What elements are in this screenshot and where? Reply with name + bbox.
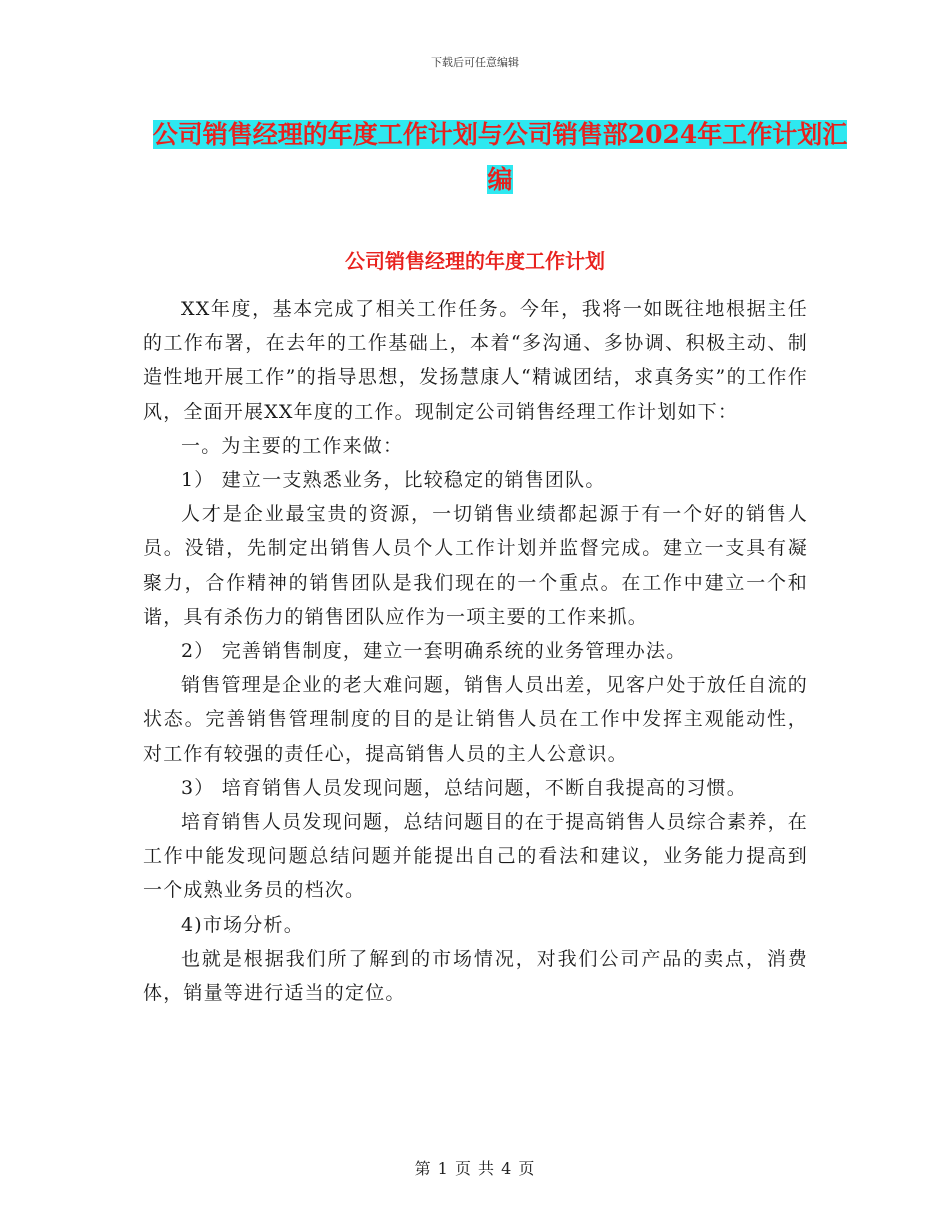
paragraph: 3） 培育销售人员发现问题，总结问题，不断自我提高的习惯。 bbox=[181, 776, 747, 799]
paragraph: 人才是企业最宝贵的资源，一切销售业绩都起源于有一个好的销售人员。没错，先制定出销售人员个人工作计划并监督完成。建立一支具有凝聚力，合作精神的销售团队是我们现在的一个重点。在工作中建立一个和谐，具有杀伤力的销售团队应作为一项主要的工作来抓。 bbox=[143, 503, 808, 628]
page-footer: 第 1 页 共 4 页 bbox=[414, 1159, 536, 1178]
section-title: 公司销售经理的年度工作计划 bbox=[345, 249, 605, 273]
paragraph: 1） 建立一支熟悉业务，比较稳定的销售团队。 bbox=[181, 469, 606, 492]
paragraph: 一。为主要的工作来做： bbox=[181, 434, 404, 457]
paragraph: 销售管理是企业的老大难问题，销售人员出差，见客户处于放任自流的状态。完善销售管理制度的目的是让销售人员在工作中发挥主观能动性，对工作有较强的责任心，提高销售人员的主人公意识。 bbox=[143, 674, 808, 765]
document-title bbox=[150, 112, 850, 202]
paragraph: 4)市场分析。 bbox=[181, 913, 304, 936]
document-title-text: 公司销售经理的年度工作计划与公司销售部2024年工作计划汇编 bbox=[152, 120, 848, 194]
paragraph: 2） 完善销售制度，建立一套明确系统的业务管理办法。 bbox=[181, 640, 687, 663]
paragraph: XX年度，基本完成了相关工作任务。今年，我将一如既往地根据主任的工作布署，在去年的工作基础上，本着“多沟通、多协调、积极主动、制造性地开展工作”的指导思想，发扬慧康人“精诚团结，求真务实”的工作作风，全面开展XX年度的工作。现制定公司销售经理工作计划如下： bbox=[143, 298, 808, 423]
document-body bbox=[143, 292, 808, 1010]
header-note: 下载后可任意编辑 bbox=[431, 56, 519, 69]
paragraph: 也就是根据我们所了解到的市场情况，对我们公司产品的卖点，消费体，销量等进行适当的定位。 bbox=[143, 947, 808, 1005]
paragraph: 培育销售人员发现问题，总结问题目的在于提高销售人员综合素养，在工作中能发现问题总结问题并能提出自己的看法和建议，业务能力提高到一个成熟业务员的档次。 bbox=[143, 811, 808, 902]
